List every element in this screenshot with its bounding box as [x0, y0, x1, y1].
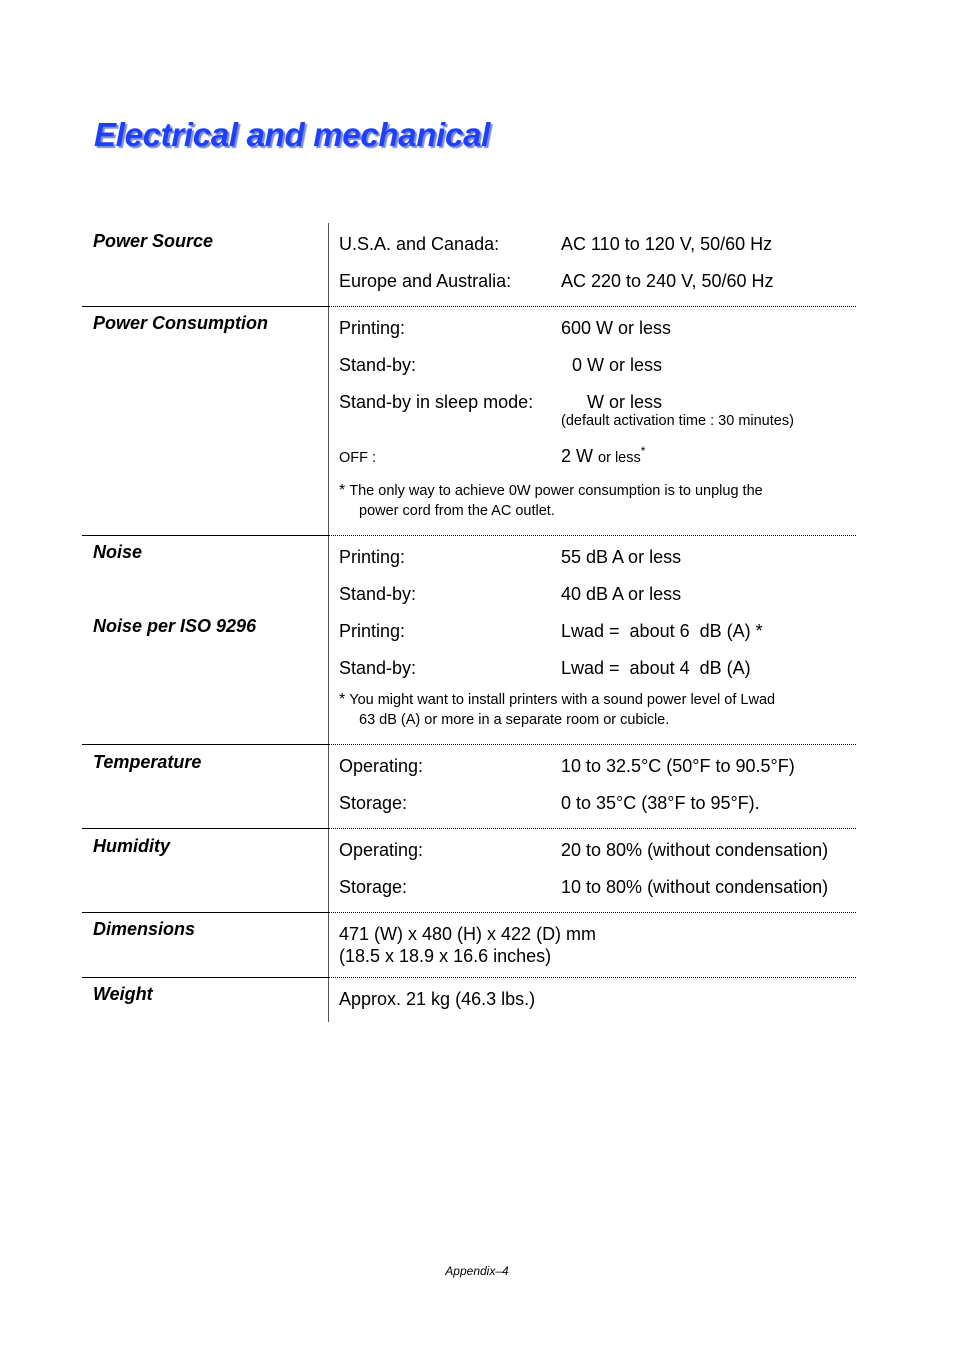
spec-key: Printing: — [339, 547, 406, 567]
spec-key: Stand-by: — [339, 584, 417, 604]
spec-row — [339, 788, 856, 814]
sleep-subnote: (default activation time : 30 minutes) — [561, 413, 794, 429]
column-divider — [328, 745, 329, 828]
footnote-line: You might want to install printers with a sound power level of Lwad — [349, 692, 776, 708]
dimensions-value — [339, 919, 856, 967]
spec-key: Stand-by: — [339, 355, 417, 375]
spec-row — [339, 350, 856, 387]
section-label: Dimensions — [93, 919, 196, 939]
spec-key: Storage: — [339, 877, 408, 897]
off-value-unit: or less — [598, 450, 641, 466]
spec-key: Printing: — [339, 621, 406, 641]
section-label: Temperature — [93, 752, 202, 772]
spec-value: 10 to 80% (without condensation) — [561, 877, 829, 897]
spec-table — [82, 223, 856, 1022]
spec-row — [339, 751, 856, 788]
spec-row — [339, 653, 856, 692]
section-label-iso: Noise per ISO 9296 — [93, 616, 257, 636]
spec-row — [339, 266, 856, 292]
section-weight — [82, 978, 856, 1022]
footnote-line: power cord from the AC outlet. — [359, 503, 555, 519]
spec-row — [339, 984, 856, 1014]
spec-row — [339, 872, 856, 898]
section-label: Humidity — [93, 836, 171, 856]
section-noise — [82, 536, 856, 745]
footnote-marker: * — [339, 482, 346, 499]
footnote-marker: * — [339, 691, 346, 708]
footnote — [339, 690, 856, 730]
section-humidity — [82, 829, 856, 913]
spec-value: 600 W or less — [561, 318, 672, 338]
spec-row — [339, 579, 856, 616]
spec-key: Stand-by in sleep mode: — [339, 392, 534, 412]
spec-key: Operating: — [339, 756, 424, 776]
footnote-marker: * — [640, 444, 646, 458]
column-divider — [328, 913, 329, 977]
spec-value: AC 220 to 240 V, 50/60 Hz — [561, 271, 774, 291]
section-label: Weight — [93, 984, 153, 1004]
spec-key: Europe and Australia: — [339, 271, 512, 291]
spec-key: Operating: — [339, 840, 424, 860]
column-divider — [328, 307, 329, 535]
section-temperature — [82, 745, 856, 829]
spec-value: 0 to 35°C (38°F to 95°F). — [561, 793, 760, 813]
spec-key: Printing: — [339, 318, 406, 338]
section-power-consumption — [82, 307, 856, 536]
dimensions-metric: 471 (W) x 480 (H) x 422 (D) mm — [339, 924, 597, 944]
spec-value: 55 dB A or less — [561, 547, 682, 567]
sleep-value: W or less — [587, 392, 663, 412]
footnote-line: 63 dB (A) or more in a separate room or cubicle. — [359, 712, 670, 728]
weight-value: Approx. 21 kg (46.3 lbs.) — [339, 989, 536, 1009]
spec-value: 0 W or less — [572, 355, 663, 375]
spec-value: 10 to 32.5°C (50°F to 90.5°F) — [561, 756, 795, 776]
spec-key: Stand-by: — [339, 658, 417, 678]
off-value: 2 W — [561, 446, 594, 466]
spec-row — [339, 436, 856, 483]
spec-key: Storage: — [339, 793, 408, 813]
section-dimensions — [82, 913, 856, 978]
page-footer: Appendix–4 — [445, 1264, 509, 1278]
spec-key: OFF : — [339, 450, 377, 466]
section-label: Power Consumption — [93, 313, 268, 333]
footnote-line: The only way to achieve 0W power consumption is to unplug the — [349, 483, 763, 499]
page-title: Electrical and mechanical — [94, 116, 491, 153]
footnote — [339, 481, 856, 521]
spec-row — [339, 387, 856, 436]
spec-value — [561, 391, 856, 430]
spec-row — [339, 835, 856, 872]
spec-value: AC 110 to 120 V, 50/60 Hz — [561, 234, 773, 254]
section-power-source — [82, 223, 856, 307]
section-label: Power Source — [93, 231, 214, 251]
column-divider — [328, 536, 329, 744]
dimensions-imperial: (18.5 x 18.9 x 16.6 inches) — [339, 946, 552, 966]
spec-value: 20 to 80% (without condensation) — [561, 840, 829, 860]
column-divider — [328, 829, 329, 912]
column-divider — [328, 223, 329, 306]
spec-row — [339, 229, 856, 266]
spec-value: Lwad = about 4 dB (A) — [561, 658, 751, 678]
spec-row — [339, 542, 856, 579]
spec-value: 40 dB A or less — [561, 584, 682, 604]
spec-row — [339, 616, 856, 653]
spec-row — [339, 313, 856, 350]
spec-value: Lwad = about 6 dB (A) * — [561, 621, 763, 641]
spec-key: U.S.A. and Canada: — [339, 234, 500, 254]
spec-value — [561, 440, 856, 469]
column-divider — [328, 978, 329, 1022]
section-label: Noise — [93, 542, 143, 562]
